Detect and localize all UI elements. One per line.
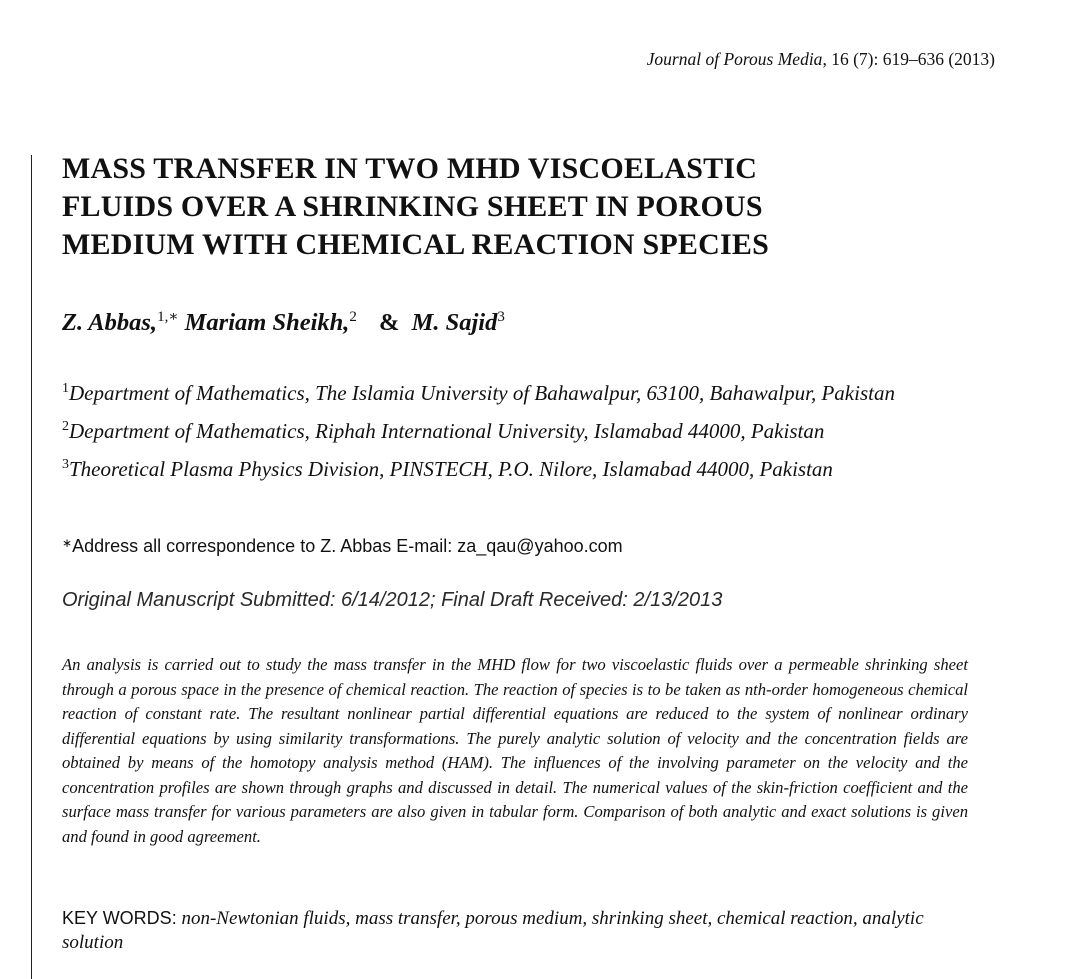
affiliation-text: Department of Mathematics, Riphah International University, Islamabad 44000, Pakistan [69, 419, 825, 443]
author-name: Mariam Sheikh, [184, 309, 350, 336]
author-affiliation-mark: 2 [349, 309, 357, 325]
title-line-3: MEDIUM WITH CHEMICAL REACTION SPECIES [62, 228, 769, 261]
affiliation [62, 456, 942, 482]
affiliation-number: 2 [62, 419, 69, 434]
affiliation [62, 380, 942, 406]
affiliation-text: Department of Mathematics, The Islamia University of Bahawalpur, 63100, Bahawalpur, Pakistan [69, 381, 895, 405]
title-line-2: FLUIDS OVER A SHRINKING SHEET IN POROUS [62, 190, 763, 223]
author-conjunction: & [379, 309, 400, 336]
keywords-label: KEY WORDS: [62, 908, 177, 928]
author-name: Z. Abbas, [62, 309, 158, 336]
affiliation-text: Theoretical Plasma Physics Division, PINSTECH, P.O. Nilore, Islamabad 44000, Pakistan [69, 457, 833, 481]
journal-reference [647, 49, 995, 70]
correspondence-note [62, 536, 623, 557]
author-name: M. Sajid [411, 309, 498, 336]
journal-issue: , 16 (7): 619–636 (2013) [822, 49, 995, 69]
author-affiliation-mark: 1,∗ [157, 309, 179, 325]
affiliation [62, 418, 942, 444]
margin-rule [31, 155, 32, 979]
affiliation-number: 3 [62, 457, 69, 472]
affiliation-number: 1 [62, 381, 69, 396]
paper-title [62, 150, 962, 264]
affiliation-list [62, 380, 942, 482]
abstract: An analysis is carried out to study the mass transfer in the MHD flow for two viscoelastic fluids over a permeable shrinking sheet through a porous space in the presence of chemical reaction. The reaction of species is to be taken as nth-order homogeneous chemical reaction of constant rate. The resultant nonlinear partial differential equations are reduced to the system of nonlinear ordinary differential equations by using similarity transformations. The purely analytic solution of velocity and the concentration fields are obtained by means of the homotopy analysis method (HAM). The influences of the involving parameter on the velocity and the concentration profiles are shown through graphs and discussed in detail. The numerical values of the skin-friction coefficient and the surface mass transfer for various parameters are also given in tabular form. Comparison of both analytic and exact solutions is given and found in good agreement. [62, 655, 968, 846]
title-line-1: MASS TRANSFER IN TWO MHD VISCOELASTIC [62, 152, 758, 185]
correspondence-mark: ∗ [62, 536, 73, 550]
keywords [62, 906, 982, 955]
author-list [62, 309, 505, 337]
journal-name: Journal of Porous Media [646, 49, 823, 69]
author-affiliation-mark: 3 [497, 309, 505, 325]
manuscript-dates: Original Manuscript Submitted: 6/14/2012; Final Draft Received: 2/13/2013 [62, 589, 723, 611]
keywords-list: non-Newtonian fluids, mass transfer, porous medium, shrinking sheet, chemical reaction, analytic solution [62, 908, 924, 953]
correspondence-text: Address all correspondence to Z. Abbas E-mail: za_qau@yahoo.com [72, 536, 623, 556]
